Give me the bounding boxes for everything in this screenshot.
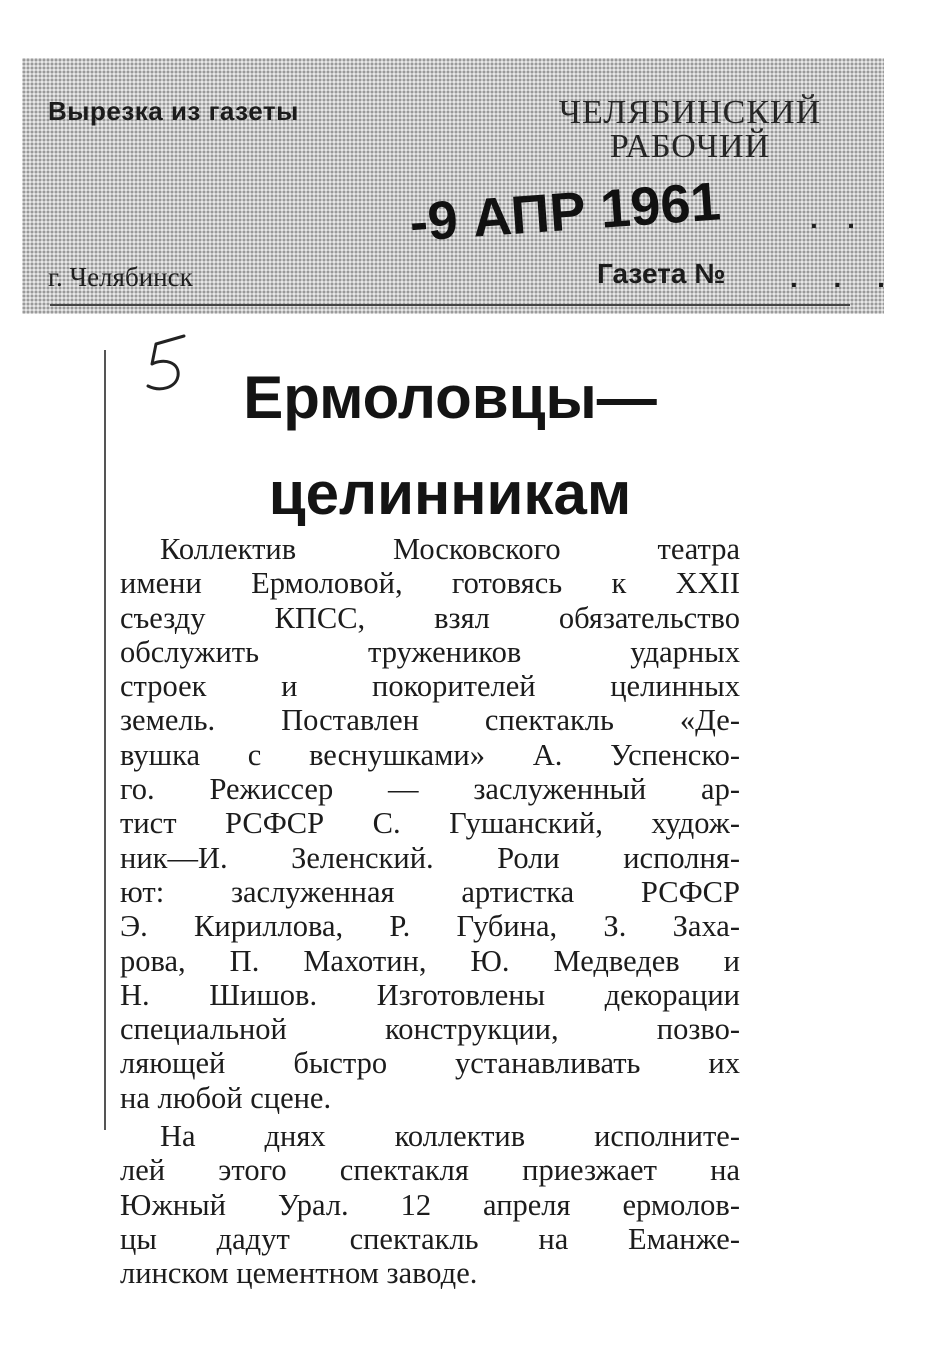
- article-text-line: лей этого спектакля приезжает на: [120, 1153, 740, 1188]
- header-underline: [50, 304, 850, 306]
- article-body: [120, 532, 740, 1291]
- article-text-line: цы дадут спектакль на Еманже-: [120, 1221, 740, 1256]
- headline-line1: Ермоловцы—: [243, 364, 657, 431]
- newspaper-name-line2: РАБОЧИЙ: [609, 128, 771, 165]
- article-text-line: обслужить тружеников ударных: [120, 634, 740, 669]
- article-text-line: вушка с веснушками» А. Успенско-: [120, 737, 740, 772]
- issue-number-label: Газета №: [597, 258, 726, 289]
- article-text-line: специальной конструкции, позво-: [120, 1012, 740, 1047]
- date-stamp: -9 АПР 1961: [407, 171, 723, 254]
- article-text-line: Э. Кириллова, Р. Губина, З. Заха-: [120, 909, 740, 944]
- article-text-line: строек и покорителей целинных: [120, 669, 740, 704]
- article-text-line: Коллектив Московского театра: [160, 532, 740, 566]
- article-text-line: Н. Шишов. Изготовлены декорации: [120, 977, 740, 1012]
- article-text-line: тист РСФСР С. Гушанский, худож-: [120, 806, 740, 841]
- article-headline: [150, 350, 750, 542]
- article-text-line: ляющей быстро устанавливать их: [120, 1046, 740, 1081]
- article-text-line: Южный Урал. 12 апреля ермолов-: [120, 1187, 740, 1222]
- city-label: г. Челябинск: [48, 262, 193, 292]
- column-left-rule: [104, 350, 106, 1130]
- article-text-line: съезду КПСС, взял обязательство: [120, 600, 740, 635]
- article-text-line: имени Ермоловой, готовясь к XXII: [120, 566, 740, 601]
- paragraph-1: [120, 532, 740, 1115]
- date-stamp-tail: · ·: [810, 210, 867, 241]
- article-text-line: На днях коллектив исполните-: [160, 1119, 740, 1154]
- article-text-line: рова, П. Махотин, Ю. Медведев и: [120, 943, 740, 978]
- article-text-line: го. Режиссер — заслуженный ар-: [120, 772, 740, 807]
- article-text-line: ник—И. Зеленский. Роли исполня-: [120, 840, 740, 875]
- headline-line2: целинникам: [268, 460, 632, 527]
- paragraph-2: [120, 1119, 740, 1290]
- article-text-line: линском цементном заводе.: [120, 1256, 478, 1291]
- issue-number-blank: . . .: [790, 262, 899, 293]
- newspaper-name: [520, 96, 860, 164]
- article-text-line: земель. Поставлен спектакль «Де-: [120, 703, 740, 738]
- newspaper-name-line1: ЧЕЛЯБИНСКИЙ: [558, 94, 822, 131]
- article-text-line: на любой сцене.: [120, 1080, 332, 1115]
- clipping-source-label: Вырезка из газеты: [48, 96, 299, 126]
- article-text-line: ют: заслуженная артистка РСФСР: [120, 874, 740, 909]
